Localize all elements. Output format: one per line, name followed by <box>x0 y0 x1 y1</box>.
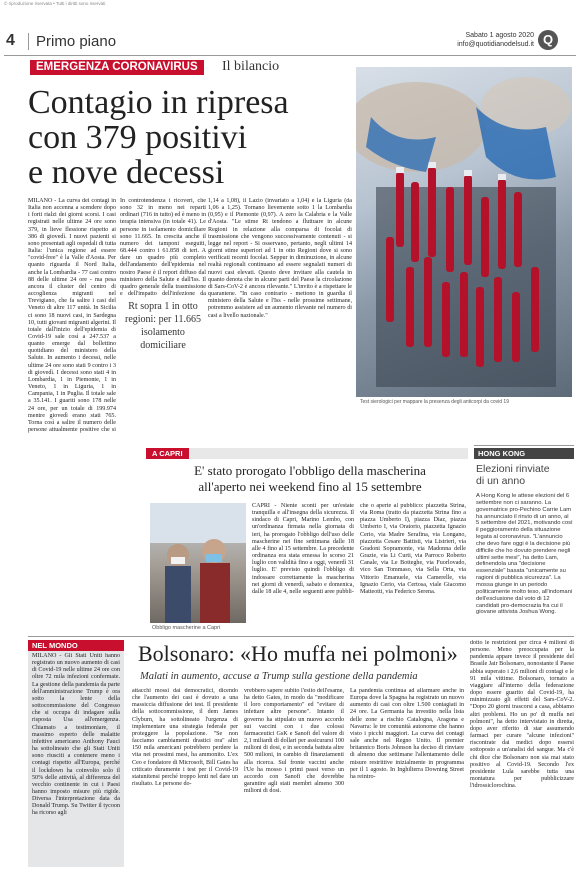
bottom-col4: dotto le restrizioni per circa 4 milioni di persone. Meno preoccupata per la pandemia appare invece il presidente del Brasile Jair Bolsonaro, nonostante il Paese abbia superato i 2,6 milioni di contagi e le 91 mila vittime. Bolsonaro, tornato a viaggiare all'interno della federazione dopo essere guarito dal Covid-19, ha minimizzato gli effetti del Sars-CoV-2. "Dopo 20 giorni trascorsi a casa, abbiamo altri problemi. Ho un po' di muffa nei polmoni", ha detto intervistato in diretta, dopo aver riferito di star assumendo farmaci per curare "alcune infezioni" riscontrate dai medici dopo essersi sottoposto a un'analisi del sangue. Ma c'è chi dice che Bolsonaro non sia mai stato positivo al Covid-19. Secondo l'ex presidente Lula sarebbe tutta una montatura per pubblicizzare l'idrossiclorochina. <box>470 640 574 790</box>
capri-col2: che o aperte al pubblico: piazzetta Strina, via Roma (tratto da piazzetta Strina fino a piazza Umberto I), piazza Diaz, piazza Umberto I, via Oratorio, piazzetta Ignazio Cerio, via Madre Serafina, via Longano, piazzetta Cesare Battisti, via Listrieri, via Gradoni Sopramonte, via Madonna delle Grazie, via Li Curti, via Parroco Roberto Canale, via Le Botteghe, via Fuorlovado, vico San Tommaso, via Sella Orta, via Vittorio Emanuele, via Camerelle, via Ignazio Cerio, via Certosa, viale Giacomo Matteotti, via Federico Serena. <box>360 503 466 595</box>
issue-date: Sabato 1 agosto 2020 <box>465 32 534 39</box>
header-divider <box>28 33 29 50</box>
bottom-col2: vrebbero sapere subito l'esito dell'esame, ha detto Gates, in modo da "modificare il loro comportamento" ed "evitare di infettare altre persone". Intanto il governo ha stipulato un nuovo accordo sui vaccini con i due colossi farmaceutici GsK e Sanofi del valore di 2,1 miliardi di dollari per assicurarsi 100 milioni di dosi, e in seconda battuta altre 500 milioni, in cambio di finanziamenti alla ricerca. Sul fronte vaccini anche l'Ue ha mosso i primi passi verso un accordo con Sanofi che dovrebbe garantire agli stati membri almeno 300 milioni di dosi. <box>244 688 344 795</box>
test-tubes-photo <box>356 67 572 397</box>
capri-headline-line: E' stato prorogato l'obbligo della mascherina <box>194 463 426 478</box>
hongkong-body: A Hong Kong le attese elezioni del 6 settembre non ci saranno. La governatrice pro-Pechino Carrie Lam ha annunciato il rinvio di un anno, al 5 settembre del 2021, motivando così il peggioramento della situazione legata al coronavirus. "L'annuncio che devo fare oggi è la decisione più difficile che ho dovuto prendere negli ultimi sette mesi", ha detto Lam, definendola una "decisione essenziale" basata "unicamente su ragioni di pubblica sicurezza". La mossa giunge in un periodo politicamente molto teso, all'indomani dell'esclusione dal voto di 12 candidati pro-democrazia fra cui il giovane attivista Joshua Wong. <box>476 493 573 616</box>
capri-headline <box>160 463 460 495</box>
main-article-col2-body: In controtendenza i ricoveri, che sono 32 in meno nei reparti ordinari (716 in tutto) ed è meno in terapia intensiva (in totale 41). Le persone in isolamento domiciliare sono 11.665. In crescita anche il numero dei tamponi eseguiti, 68.444 contro i 61.858 di ieri. A dare un quadro più completo dell'andamento dell'epidemia nel nostro Paese è il report diffuso dal ministero della Salute e dall'Iss. Il quadro generale della trasmissione e dell'impatto dell'infezione da <box>120 198 206 298</box>
pullquote <box>120 300 206 378</box>
page-header <box>4 30 576 56</box>
kicker-label <box>30 60 204 75</box>
bolsonaro-subhead: Malati in aumento, accuse a Trump sulla gestione della pandemia <box>140 671 418 682</box>
bottom-col3: La pandemia continua ad allarmare anche in Europa dove la Spagna ha registrato un nuovo aumento di casi con oltre 1.500 contagiati in 24 ore. La Germania ha investito nella lista delle zone a rischio Catalogna, Aragona e Navarra: le tre comunità autonome che hanno visto i picchi maggiori. La curva dei contagi sale anche nel Regno Unito. Il premier britannico Boris Johnson ha deciso di rinviare di almeno due settimane l'allentamento delle misure restrittive inizialmente in programma per il 1 agosto. In Inghilterra Downing Street ha reintro- <box>350 688 464 780</box>
capri-headline-line: all'aperto nei weekend fino al 15 settembre <box>198 479 422 494</box>
capri-tag <box>146 448 468 459</box>
header-rule <box>4 55 576 56</box>
pullquote-text: Rt sopra 1 in otto regioni: per 11.665 isolamento domiciliare <box>124 301 201 351</box>
hongkong-headline <box>476 463 574 487</box>
photo-caption: Test sierologici per mappare la presenza degli anticorpi da covid 19 <box>360 399 509 405</box>
hongkong-divider <box>474 445 574 446</box>
capri-photo-illustration <box>150 503 246 623</box>
capri-section <box>146 445 468 633</box>
headline-line: e nove decessi <box>28 154 225 191</box>
main-article-col1: MILANO - La curva dei contagi in Italia non accenna a scendere dopo i forti rialzi dei giorni scorsi. I casi registrati nelle ultime 24 ore sono 379, in lieve flessione rispetto ai 386 di giovedì. I nuovi pazienti si sono presentati agli ospedali di tutta Italia: l'unica regione ad essere "covid-free" è la Valle d'Aosta. Per quanto riguarda il Nord Italia, anche la Lombardia - 77 casi contro 88 delle ultime 24 ore - ma pesa ancora il cluster del centro di accoglienza migranti nel Trevigiano, che fa salire i casi del Veneto di altre 117 unità. In Sicilia ci sono 18 nuovi casi, in Sardegna 10, tutti giovani migranti algerini. Il totale dall'inizio dell'epidemia di Covid-19 sale così a 247.537 a quanto emerge dal bollettino quotidiano del ministero della Salute. In aumento i decessi, nelle ultime 24 ore sono stati 9 contro i 3 di giovedì. I decessi sono stati 4 in Lombardia, 1 in Piemonte, 1 in Veneto, 1 in Liguria, 1 in Campania, 1 in Puglia. Il totale sale a 35.141. I guariti sono 178 nelle 24 ore, per un totale di 199.974 mentre giovedì erano stati 765. Torna così a salire il numero delle persone attualmente positive che si <box>28 198 116 433</box>
main-headline <box>28 86 328 190</box>
section-name: Primo piano <box>36 33 117 50</box>
capri-caption: Obbligo mascherine a Capri <box>152 625 221 631</box>
nel-mondo-tag: NEL MONDO <box>28 640 124 651</box>
headline-line: Contagio in ripresa <box>28 84 289 121</box>
bottom-left-text: MILANO - Gli Stati Uniti hanno registrato un nuovo aumento di casi di Covid-19 nelle ultime 24 ore con oltre 72 mila infezioni confermate. La gestione della pandemia da parte dell'amministrazione Trump è ora sotto la lente della sottocommissione del Congresso che si occupa di indagare sulla risposta Usa all'emergenza. Chiamato a testimoniare, il massimo esperto delle malattie infettive americano Anthony Fauci ha sottolineato che gli Stati Uniti sono riusciti a contenere meno i contagi rispetto all'Europa, perché il lockdown ha coinvolto solo il 50% delle attività, al differenza del vecchio continente in cui i Paesi hanno imposto misure più rigide. Diversa l'interpretazione data da Donald Trump. Su Twitter il tycoon ha ricorso agli <box>32 653 120 817</box>
clip-note: © riproduzione riservata • Tutti i diritti sono riservati <box>4 1 106 6</box>
hongkong-headline-line: di un anno <box>476 475 526 487</box>
bottom-rule <box>28 636 574 637</box>
hongkong-headline-line: Elezioni rinviate <box>476 463 550 475</box>
bolsonaro-headline: Bolsonaro: «Ho muffa nei polmoni» <box>138 641 458 666</box>
capri-tag-label: A CAPRI <box>146 448 189 459</box>
headline-line: con 379 positivi <box>28 119 248 156</box>
main-article-col3: 1,14 a 1,08), il Lazio (invariato a 1,04) e la Liguria (da 1,06 a 1,25). Tornano lievemente sotto 1 la Lombardia (0,95) e il Piemonte (0,97). A zero la Calabria e la Valle d'Aosta. "Le stime Rt tendono a fluttuare in alcune Regioni in relazione alla comparsa di focolai di trasmissione che vengono successivamente contenuti - si legge nel report - Si osservano, pertanto, negli ultimi 14 giorni stime superiori ad 1 in otto Regioni dove si sono verificati recenti focolai. Seppur in diminuzione, in alcune realtà regionali continuano ad essere segnalati numeri di nuovi casi elevati. Questo deve invitare alla cautela in quanto denota che in alcune parti del Paese la circolazione di Sars-CoV-2 è ancora rilevante." L'invito è a rispettare le quarantene. "In caso contrario - mettono in guardia il ministero della Salute e l'Iss - nelle prossime settimane, potremmo assistere ad un aumento rilevante nel numero di casi a livello nazionale." <box>208 198 352 319</box>
photo-illustration <box>356 67 572 397</box>
bottom-left-box <box>28 651 124 867</box>
newspaper-logo: Q <box>538 30 558 50</box>
kicker-text: EMERGENZA CORONAVIRUS <box>36 61 198 73</box>
hongkong-tag: HONG KONG <box>474 448 574 459</box>
kicker-sub: Il bilancio <box>222 59 280 74</box>
capri-col1: CAPRI - Niente sconti per un'estate tranquilla e all'insegna della sicurezza. Il sindaco di Capri, Marino Lembo, con un'ordinanza firmata nella giornata di ieri, ha prorogato l'obbligo dell'uso delle mascherine nei fine settimana dalle 18 alle 4 fino al 15 settembre. La precedente ordinanza era stata emessa lo scorso 21 luglio con validità fino a oggi, venerdì 31 luglio. E' previsto quindi l'obbligo di indossare correttamente la mascherina nei giorni di venerdì, sabato e domenica, dalle 18 alle 4, nelle seguenti aree pubbli- <box>252 503 354 595</box>
page-number: 4 <box>6 32 15 49</box>
website: info@quotidianodelsud.it <box>457 41 534 48</box>
capri-photo <box>150 503 246 623</box>
bottom-col1: attacchi mossi dai democratici, dicendo che l'aumento dei casi è dovuto a una massiccia diffusione dei test. Il presidente della sottocommissione, il dem James Clyburn, ha sottolineato l'urgenza di implementare una strategia federale per proteggere la popolazione. "Se non facciamo cambiamenti drastici ora" altri 150 mila americani potrebbero perdere la vita nei prossimi mesi, ha ammonito. L'ex Ceo e fondatore di Microsoft, Bill Gates ha criticato duramente i test per il Covid-19 statunitensi perché troppo lenti nel dare un risultato. Le persone do- <box>132 688 238 788</box>
